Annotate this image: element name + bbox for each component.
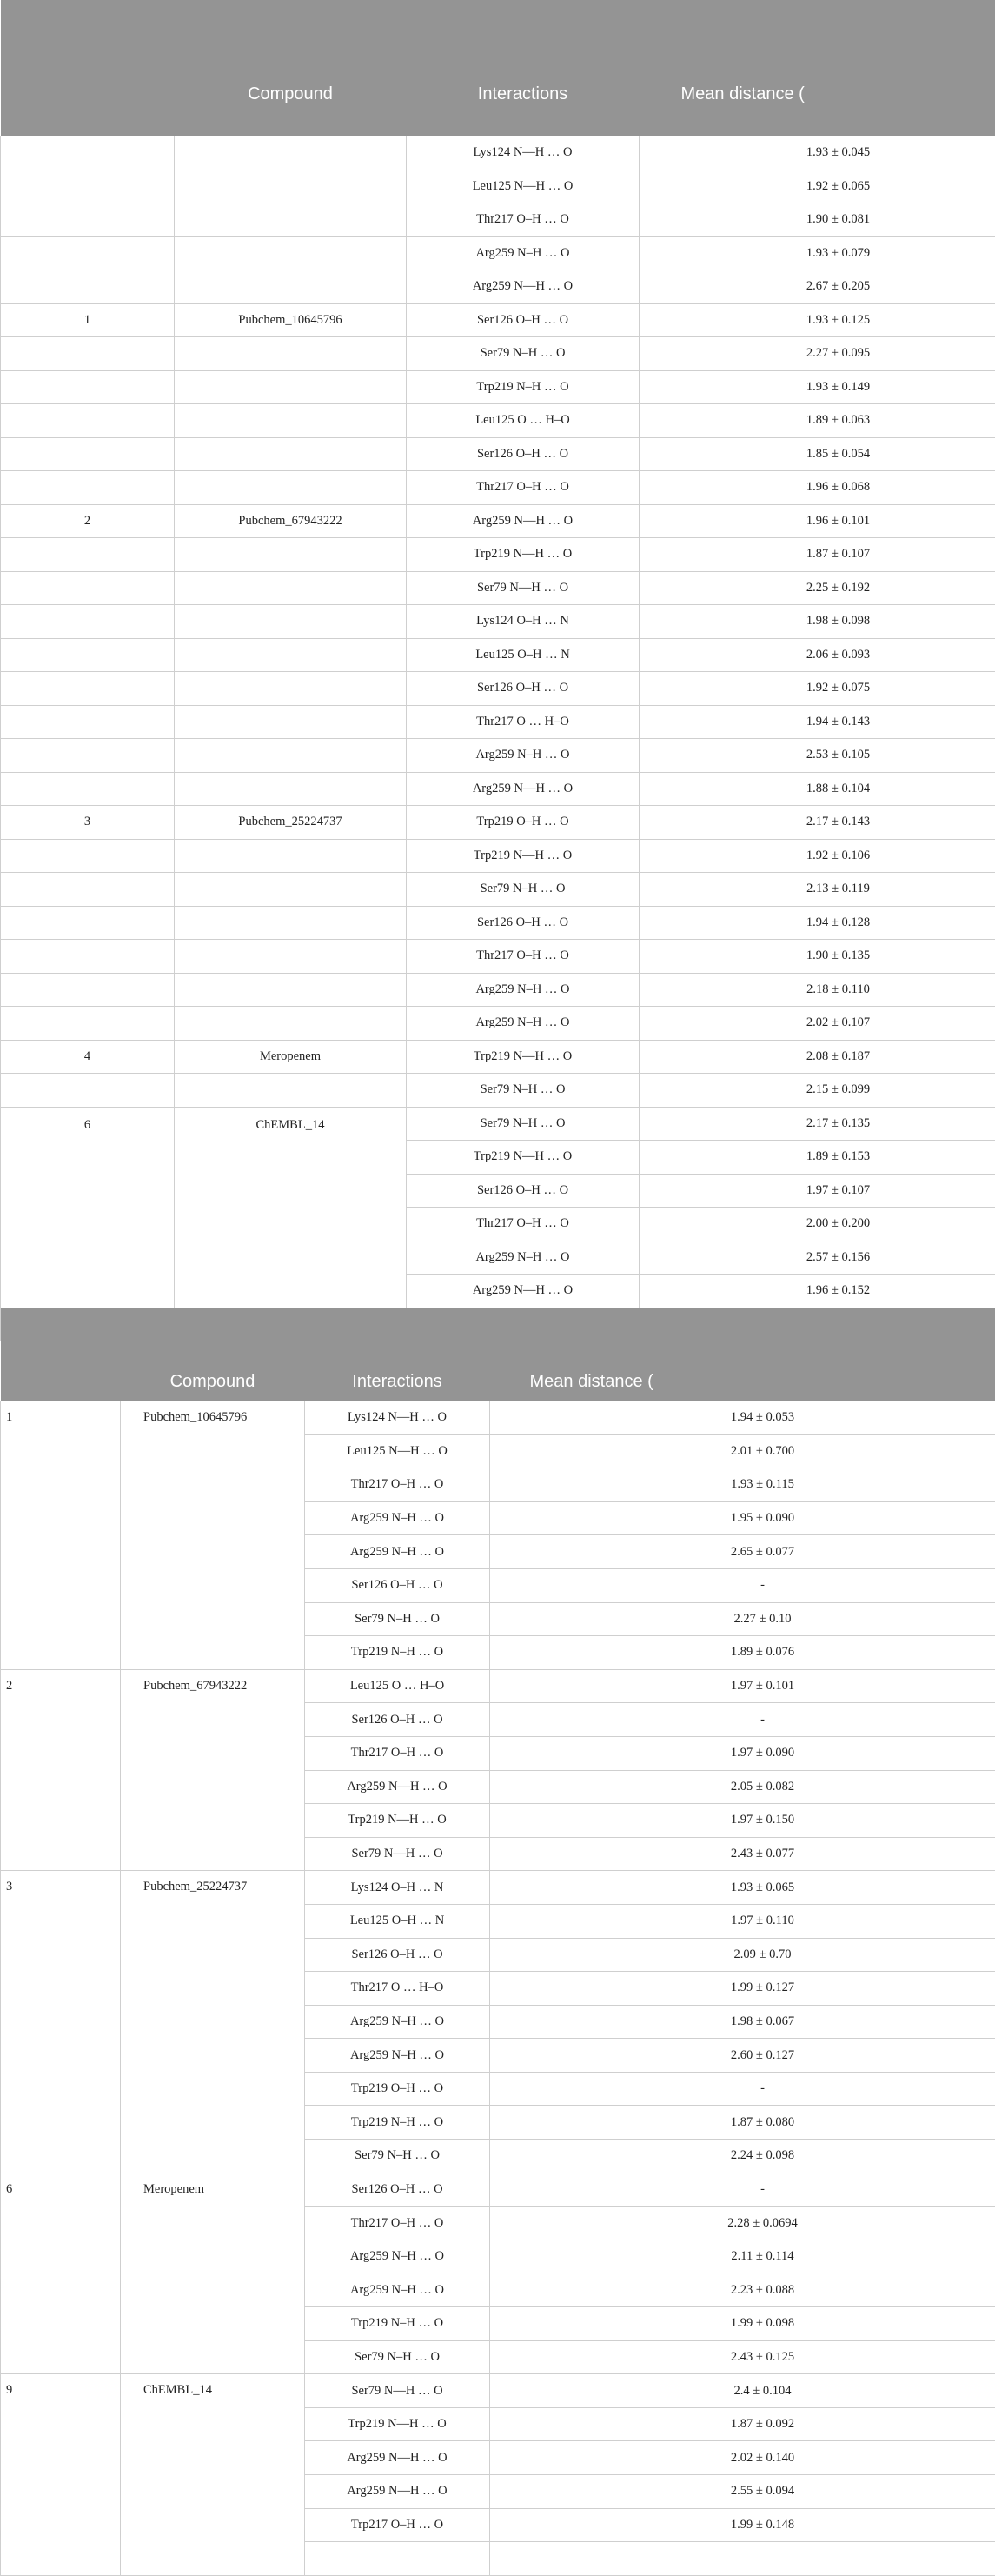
table1-header-compound: Compound [175,0,407,136]
compound-name-cell [175,1007,407,1041]
compound-number-cell [1,1007,175,1041]
mean-distance-cell: 2.18 ± 0.110 [640,973,995,1007]
interaction-cell: Arg259 N–H … O [305,1501,490,1535]
interaction-cell: Ser79 N–H … O [407,873,640,907]
interaction-cell: Thr217 O–H … O [305,2207,490,2240]
compound-name-cell [175,136,407,170]
compound-name-cell: Meropenem [175,1040,407,1074]
mean-distance-cell: 2.02 ± 0.107 [640,1007,995,1041]
table-row [1,1871,995,1905]
interaction-cell: Trp219 N–H … O [305,1636,490,1670]
interaction-cell: Arg259 N—H … O [407,504,640,538]
table-row [1,538,995,572]
interaction-cell: Arg259 N—H … O [407,270,640,304]
compound-number-cell [1,270,175,304]
mean-distance-cell: 1.93 ± 0.115 [490,1468,995,1502]
mean-distance-cell: 1.89 ± 0.076 [490,1636,995,1670]
interaction-cell: Arg259 N–H … O [407,739,640,773]
mean-distance-cell: 2.57 ± 0.156 [640,1241,995,1275]
interaction-cell: Trp217 O–H … O [305,2508,490,2542]
table-row [1,2173,995,2207]
mean-distance-cell: 2.06 ± 0.093 [640,638,995,672]
compound-number-cell [1,236,175,270]
interaction-cell: Ser79 N—H … O [305,2374,490,2408]
table2-body [1,1401,995,2576]
compound-number-cell: 3 [1,806,175,840]
compound-number-cell: 9 [1,2374,121,2576]
mean-distance-cell: 2.60 ± 0.127 [490,2039,995,2073]
compound-number-cell [1,940,175,974]
interaction-cell: Ser79 N–H … O [305,1602,490,1636]
interaction-cell: Arg259 N–H … O [407,1241,640,1275]
compound-number-cell [1,203,175,237]
interaction-cell: Trp219 N—H … O [305,2407,490,2441]
compound-number-cell: 1 [1,303,175,337]
compound-number-cell: 4 [1,1040,175,1074]
table-row [1,705,995,739]
table-row [1,136,995,170]
mean-distance-cell [490,2542,995,2576]
mean-distance-cell: 1.92 ± 0.065 [640,170,995,203]
compound-number-cell [1,404,175,438]
table-row [1,504,995,538]
interaction-cell: Leu125 O–H … N [305,1904,490,1938]
interaction-cell: Ser126 O–H … O [407,906,640,940]
interaction-cell: Trp219 N—H … O [305,1804,490,1838]
table-row [1,1007,995,1041]
compound-number-cell [1,605,175,639]
table-row [1,170,995,203]
mean-distance-cell: 1.98 ± 0.067 [490,2005,995,2039]
mean-distance-cell: 2.43 ± 0.077 [490,1837,995,1871]
table-row [1,739,995,773]
interaction-cell: Thr217 O–H … O [407,203,640,237]
mean-distance-cell: 1.97 ± 0.150 [490,1804,995,1838]
mean-distance-cell: 2.65 ± 0.077 [490,1535,995,1569]
table-row [1,973,995,1007]
mean-distance-cell: 1.93 ± 0.045 [640,136,995,170]
interaction-cell: Arg259 N—H … O [305,2475,490,2509]
interaction-cell: Ser79 N–H … O [407,1107,640,1141]
interaction-cell: Lys124 O–H … N [407,605,640,639]
compound-name-cell [175,571,407,605]
mean-distance-cell: 1.97 ± 0.110 [490,1904,995,1938]
table-row [1,1401,995,1435]
mean-distance-cell: 1.89 ± 0.063 [640,404,995,438]
mean-distance-cell: 2.17 ± 0.135 [640,1107,995,1141]
compound-name-cell: Pubchem_25224737 [175,806,407,840]
table1-header-interactions: Interactions [407,0,640,136]
compound-name-cell [175,973,407,1007]
compound-name-cell [175,906,407,940]
interaction-cell: Trp219 N—H … O [407,1141,640,1175]
mean-distance-cell: 1.87 ± 0.107 [640,538,995,572]
interaction-cell: Ser79 N—H … O [305,1837,490,1871]
interaction-cell: Thr217 O–H … O [305,1736,490,1770]
interaction-cell: Lys124 O–H … N [305,1871,490,1905]
mean-distance-cell: 1.88 ± 0.104 [640,772,995,806]
table-row [1,806,995,840]
interaction-cell: Ser126 O–H … O [305,1568,490,1602]
compound-number-cell [1,873,175,907]
interaction-cell: Ser126 O–H … O [407,1174,640,1208]
compound-number-cell [1,170,175,203]
interaction-cell: Trp219 N—H … O [407,839,640,873]
compound-number-cell: 3 [1,1871,121,2173]
interaction-cell: Trp219 O–H … O [407,806,640,840]
table2-header-compound: Compound [121,1308,305,1401]
interaction-cell: Thr217 O–H … O [407,471,640,505]
mean-distance-cell: 2.4 ± 0.104 [490,2374,995,2408]
mean-distance-cell: 1.93 ± 0.065 [490,1871,995,1905]
interaction-cell: Arg259 N—H … O [407,772,640,806]
compound-number-cell [1,839,175,873]
mean-distance-cell: - [490,2173,995,2207]
compound-number-cell [1,705,175,739]
table-row [1,337,995,371]
interaction-cell: Ser126 O–H … O [305,1938,490,1972]
interaction-cell: Lys124 N—H … O [407,136,640,170]
compound-number-cell: 1 [1,1401,121,1670]
compound-number-cell [1,739,175,773]
mean-distance-cell: 2.13 ± 0.119 [640,873,995,907]
mean-distance-cell: 1.94 ± 0.143 [640,705,995,739]
interaction-cell: Thr217 O–H … O [305,1468,490,1502]
table1-header-number [1,0,175,136]
compound-number-cell [1,571,175,605]
compound-number-cell [1,538,175,572]
compound-name-cell [175,538,407,572]
mean-distance-cell: 1.98 ± 0.098 [640,605,995,639]
mean-distance-cell: 2.15 ± 0.099 [640,1074,995,1108]
compound-name-cell [175,1074,407,1108]
mean-distance-cell: 2.43 ± 0.125 [490,2340,995,2374]
mean-distance-cell: 1.87 ± 0.080 [490,2106,995,2140]
mean-distance-cell: - [490,1568,995,1602]
compound-number-cell [1,1074,175,1108]
mean-distance-cell: 2.67 ± 0.205 [640,270,995,304]
mean-distance-cell: 2.17 ± 0.143 [640,806,995,840]
interaction-cell: Arg259 N—H … O [305,2441,490,2475]
table2-header-mean-distance: Mean distance ( [490,1308,995,1401]
interaction-cell: Thr217 O–H … O [407,1208,640,1241]
table-row [1,605,995,639]
mean-distance-cell: 1.94 ± 0.128 [640,906,995,940]
interaction-cell: Thr217 O–H … O [407,940,640,974]
compound-number-cell [1,672,175,706]
mean-distance-cell: 2.53 ± 0.105 [640,739,995,773]
interaction-cell: Arg259 N–H … O [305,1535,490,1569]
interaction-cell: Ser79 N–H … O [407,337,640,371]
table-row [1,303,995,337]
compound-name-cell [175,705,407,739]
compound-name-cell [175,605,407,639]
mean-distance-cell: 2.55 ± 0.094 [490,2475,995,2509]
compound-name-cell [175,370,407,404]
interaction-cell: Trp219 N–H … O [305,2106,490,2140]
table-row [1,236,995,270]
compound-number-cell: 2 [1,504,175,538]
mean-distance-cell: 1.90 ± 0.135 [640,940,995,974]
mean-distance-cell: - [490,1703,995,1737]
table-row [1,203,995,237]
table-row [1,471,995,505]
interaction-cell [305,2542,490,2576]
table2-header-row [1,1308,995,1401]
interaction-cell: Arg259 N–H … O [407,236,640,270]
compound-number-cell [1,437,175,471]
compound-number-cell [1,370,175,404]
table-row [1,772,995,806]
mean-distance-cell: 1.89 ± 0.153 [640,1141,995,1175]
interaction-cell: Ser126 O–H … O [305,1703,490,1737]
compound-name-cell [175,404,407,438]
compound-name-cell [175,270,407,304]
table1-body [1,136,995,1341]
compound-name-cell [175,739,407,773]
interactions-table-2 [0,1308,995,2576]
interaction-cell: Leu125 O … H–O [407,404,640,438]
compound-name-cell: Pubchem_10645796 [175,303,407,337]
interaction-cell: Ser126 O–H … O [407,303,640,337]
table-row [1,839,995,873]
interaction-cell: Ser79 N–H … O [305,2140,490,2173]
mean-distance-cell: 1.92 ± 0.106 [640,839,995,873]
table-row [1,940,995,974]
table-row [1,1040,995,1074]
mean-distance-cell: 2.24 ± 0.098 [490,2140,995,2173]
interaction-cell: Trp219 O–H … O [305,2072,490,2106]
table-row [1,437,995,471]
compound-name-cell [175,170,407,203]
compound-name-cell [175,772,407,806]
interaction-cell: Arg259 N–H … O [305,2273,490,2307]
interaction-cell: Trp219 N–H … O [407,370,640,404]
compound-name-cell [175,236,407,270]
compound-name-cell [175,638,407,672]
table-row [1,571,995,605]
mean-distance-cell: 1.99 ± 0.127 [490,1972,995,2006]
interaction-cell: Leu125 N—H … O [305,1434,490,1468]
compound-name-cell [175,839,407,873]
interaction-cell: Thr217 O … H–O [305,1972,490,2006]
mean-distance-cell: 1.85 ± 0.054 [640,437,995,471]
interaction-cell: Lys124 N—H … O [305,1401,490,1435]
compound-number-cell: 6 [1,1107,175,1341]
compound-name-cell [175,471,407,505]
interaction-cell: Leu125 O … H–O [305,1669,490,1703]
table-row [1,906,995,940]
mean-distance-cell: 1.99 ± 0.148 [490,2508,995,2542]
mean-distance-cell: 2.11 ± 0.114 [490,2240,995,2273]
interaction-cell: Trp219 N—H … O [407,538,640,572]
mean-distance-cell: 1.96 ± 0.152 [640,1275,995,1308]
interaction-cell: Leu125 O–H … N [407,638,640,672]
interaction-cell: Arg259 N–H … O [407,1007,640,1041]
mean-distance-cell: 1.93 ± 0.125 [640,303,995,337]
table-row [1,404,995,438]
mean-distance-cell: 2.27 ± 0.10 [490,1602,995,1636]
mean-distance-cell: 1.96 ± 0.068 [640,471,995,505]
interaction-cell: Ser79 N–H … O [407,1074,640,1108]
mean-distance-cell: 2.08 ± 0.187 [640,1040,995,1074]
interaction-cell: Arg259 N–H … O [407,973,640,1007]
interaction-cell: Leu125 N—H … O [407,170,640,203]
table-row [1,370,995,404]
mean-distance-cell: 2.00 ± 0.200 [640,1208,995,1241]
compound-name-cell [175,437,407,471]
interaction-cell: Arg259 N–H … O [305,2005,490,2039]
table-row [1,1669,995,1703]
mean-distance-cell: 1.92 ± 0.075 [640,672,995,706]
mean-distance-cell: 1.95 ± 0.090 [490,1501,995,1535]
interaction-cell: Arg259 N–H … O [305,2240,490,2273]
compound-number-cell [1,638,175,672]
mean-distance-cell: 2.01 ± 0.700 [490,1434,995,1468]
table2-header-interactions: Interactions [305,1308,490,1401]
interaction-cell: Ser126 O–H … O [407,437,640,471]
interaction-cell: Ser79 N—H … O [407,571,640,605]
mean-distance-cell: 2.27 ± 0.095 [640,337,995,371]
table1-header-row [1,0,995,136]
compound-number-cell [1,337,175,371]
compound-name-cell: ChEMBL_14 [175,1107,407,1341]
mean-distance-cell: 2.25 ± 0.192 [640,571,995,605]
table-row [1,270,995,304]
compound-number-cell [1,772,175,806]
table-row [1,672,995,706]
table-row [1,1074,995,1108]
compound-name-cell [175,672,407,706]
interaction-cell: Arg259 N—H … O [305,1770,490,1804]
mean-distance-cell: 1.93 ± 0.149 [640,370,995,404]
compound-number-cell [1,906,175,940]
compound-name-cell: Pubchem_25224737 [121,1871,305,2173]
compound-name-cell: ChEMBL_14 [121,2374,305,2576]
table1-header-mean-distance: Mean distance ( [640,0,995,136]
interaction-cell: Arg259 N—H … O [407,1275,640,1308]
mean-distance-cell: - [490,2072,995,2106]
interaction-cell: Arg259 N–H … O [305,2039,490,2073]
compound-name-cell [175,203,407,237]
interaction-cell: Thr217 O … H–O [407,705,640,739]
compound-name-cell [175,940,407,974]
table-row [1,873,995,907]
mean-distance-cell: 2.09 ± 0.70 [490,1938,995,1972]
table-row [1,1107,995,1141]
compound-name-cell: Pubchem_67943222 [121,1669,305,1871]
mean-distance-cell: 1.90 ± 0.081 [640,203,995,237]
mean-distance-cell: 1.93 ± 0.079 [640,236,995,270]
mean-distance-cell: 1.87 ± 0.092 [490,2407,995,2441]
mean-distance-cell: 2.02 ± 0.140 [490,2441,995,2475]
interaction-cell: Trp219 N–H … O [305,2307,490,2341]
table-row [1,2374,995,2408]
compound-number-cell [1,973,175,1007]
mean-distance-cell: 1.94 ± 0.053 [490,1401,995,1435]
compound-name-cell: Meropenem [121,2173,305,2374]
mean-distance-cell: 1.97 ± 0.107 [640,1174,995,1208]
compound-name-cell: Pubchem_10645796 [121,1401,305,1670]
mean-distance-cell: 1.97 ± 0.090 [490,1736,995,1770]
compound-number-cell [1,471,175,505]
compound-name-cell: Pubchem_67943222 [175,504,407,538]
interaction-cell: Ser79 N–H … O [305,2340,490,2374]
mean-distance-cell: 2.28 ± 0.0694 [490,2207,995,2240]
mean-distance-cell: 2.23 ± 0.088 [490,2273,995,2307]
compound-number-cell: 2 [1,1669,121,1871]
interaction-cell: Ser126 O–H … O [305,2173,490,2207]
interaction-cell: Ser126 O–H … O [407,672,640,706]
table-row [1,638,995,672]
compound-number-cell [1,136,175,170]
mean-distance-cell: 1.97 ± 0.101 [490,1669,995,1703]
interaction-cell: Trp219 N—H … O [407,1040,640,1074]
compound-number-cell: 6 [1,2173,121,2374]
mean-distance-cell: 1.99 ± 0.098 [490,2307,995,2341]
compound-name-cell [175,873,407,907]
mean-distance-cell: 1.96 ± 0.101 [640,504,995,538]
table2-header-number [1,1308,121,1401]
mean-distance-cell: 2.05 ± 0.082 [490,1770,995,1804]
compound-name-cell [175,337,407,371]
